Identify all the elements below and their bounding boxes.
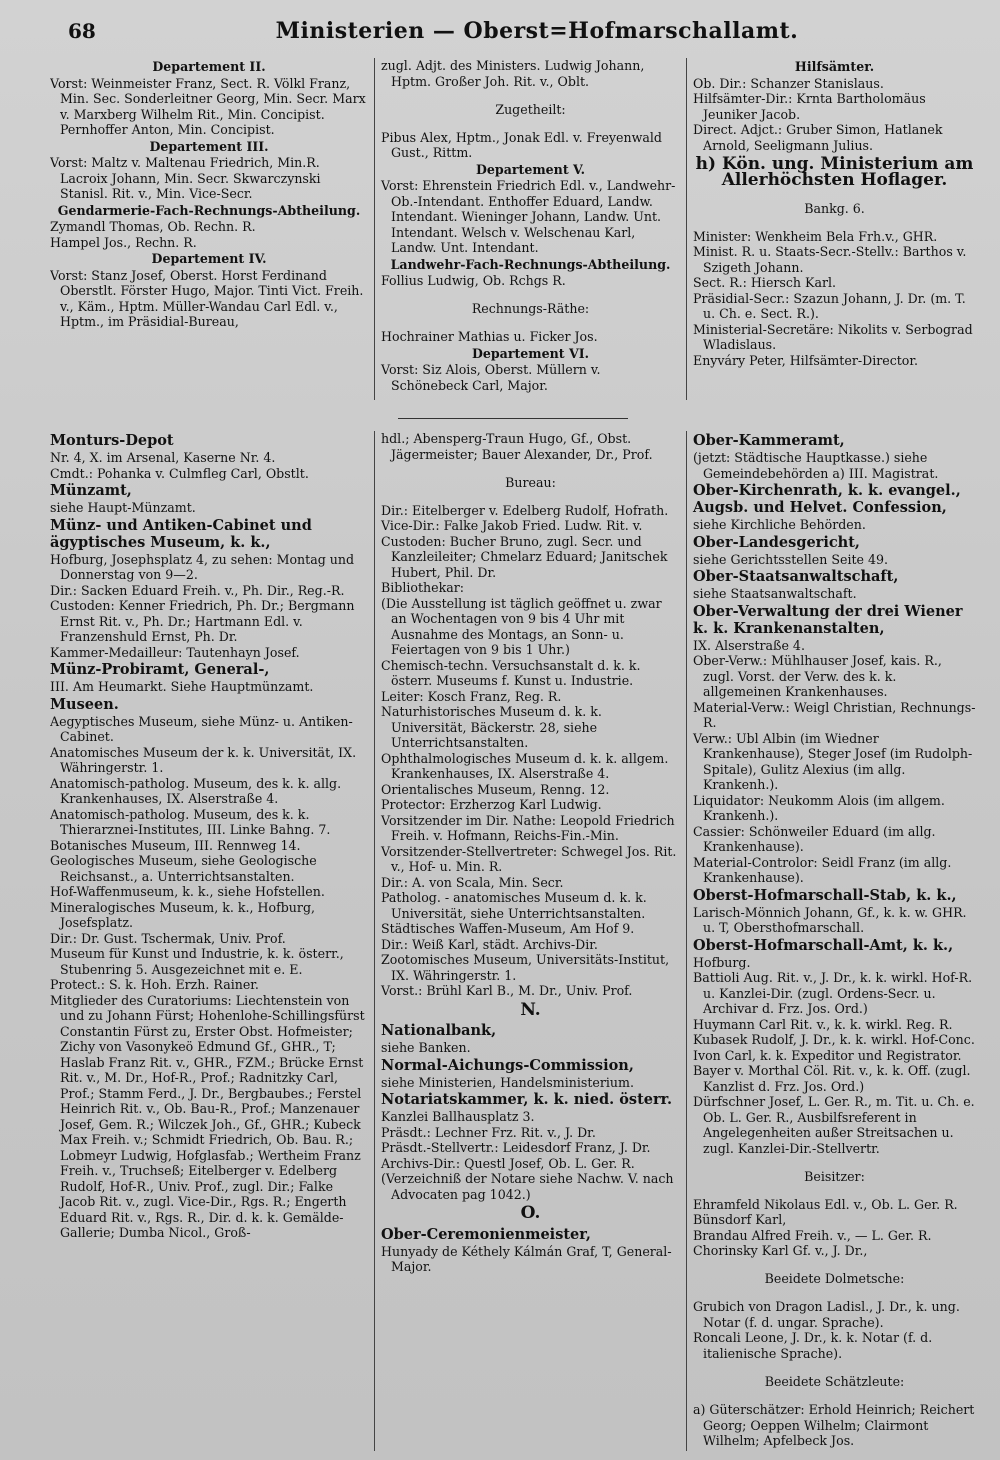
bottom-column-2 xyxy=(375,431,687,1451)
text-entry: Kammer-Medailleur: Tautenhayn Josef. xyxy=(50,644,300,660)
entry-heading: Oberst-Hofmarschall-Amt, k. k., xyxy=(693,936,954,954)
entry-heading: Museen. xyxy=(50,695,119,713)
text-entry: Nr. 4, X. im Arsenal, Kaserne Nr. 4. xyxy=(50,450,276,465)
text-entry: Protector: Erzherzog Karl Ludwig. xyxy=(381,797,602,813)
running-title: Ministerien — Oberst=Hofmarschallamt. xyxy=(275,18,799,44)
text-entry: siehe Ministerien, Handelsministerium. xyxy=(381,1074,634,1090)
text-entry: Patholog. - anatomisches Museum d. k. k. Universität, siehe Unterrichtsanstalten. xyxy=(381,890,647,921)
text-entry: Vorsitzender im Dir. Nathe: Leopold Friedrich Freih. v. Hofmann, Reichs-Fin.-Min. xyxy=(381,812,675,844)
section-heading: Hilfsämter. xyxy=(794,59,875,74)
text-entry: Bibliothekar: xyxy=(381,580,465,596)
text-entry: Vorst.: Brühl Karl B., M. Dr., Univ. Prof. xyxy=(381,983,633,999)
text-entry: Enyváry Peter, Hilfsämter-Director. xyxy=(693,352,919,368)
centered-label: Bankg. 6. xyxy=(804,200,865,216)
text-entry: Custoden: Kenner Friedrich, Ph. Dr.; Bergmann Ernst Rit. v., Ph. Dr.; Hartmann Edl. v. Franzenshuld Ernst, Ph. Dr. xyxy=(50,598,355,644)
text-entry: III. Am Heumarkt. Siehe Hauptmünzamt. xyxy=(50,679,314,694)
text-entry: Vorst: Maltz v. Maltenau Friedrich, Min.R. Lacroix Johann, Min. Secr. Skwarczynski Stanisl. Rit. v., Min. Vice-Secr. xyxy=(50,155,321,201)
centered-label: Beisitzer: xyxy=(804,1168,865,1184)
text-entry: Vorst: Stanz Josef, Oberst. Horst Ferdinand Oberstlt. Förster Hugo, Major. Tinti Vict. Freih. v., Käm., Hptm. Müller-Wandau Carl Edl. v., Hptm., im Präsidial-Bureau, xyxy=(50,267,364,329)
text-entry: Dir.: Sacken Eduard Freih. v., Ph. Dir., Reg.-R. xyxy=(50,582,345,598)
bottom-section xyxy=(50,431,976,1451)
text-entry: Städtisches Waffen-Museum, Am Hof 9. xyxy=(381,921,635,937)
text-entry: Zymandl Thomas, Ob. Rechn. R. xyxy=(50,219,256,234)
text-entry: Anatomisch-patholog. Museum, des k. k. Thierarznei-Institutes, III. Linke Bahng. 7. xyxy=(50,806,331,837)
text-entry: Material-Verw.: Weigl Christian, Rechnungs-R. xyxy=(693,699,976,730)
text-entry: Huymann Carl Rit. v., k. k. wirkl. Reg. R. xyxy=(693,1016,953,1032)
text-entry: Ministerial-Secretäre: Nikolits v. Serbograd Wladislaus. xyxy=(693,321,973,353)
centered-label: Beeidete Dolmetsche: xyxy=(764,1271,905,1287)
text-entry: Bünsdorf Karl, xyxy=(693,1212,787,1228)
entry-heading: Normal-Aichungs-Commission, xyxy=(381,1056,634,1074)
text-entry: Anatomisches Museum der k. k. Universität, IX. Währingerstr. 1. xyxy=(50,744,357,775)
text-entry: Aegyptisches Museum, siehe Münz- u. Antiken-Cabinet. xyxy=(50,713,353,744)
text-entry: Cassier: Schönweiler Eduard (im allg. Krankenhause). xyxy=(693,823,936,854)
text-entry: (Die Ausstellung ist täglich geöffnet u. zwar an Wochentagen von 9 bis 4 Uhr mit Ausnahme des Montags, an Sonn- u. Feiertagen von 9 bis 1 Uhr.) xyxy=(381,595,662,658)
text-entry: Präsdt.-Stellvertr.: Leidesdorf Franz, J. Dr. xyxy=(381,1140,651,1156)
text-entry: siehe Banken. xyxy=(381,1040,471,1056)
text-entry: siehe Gerichtsstellen Seite 49. xyxy=(693,551,889,567)
text-entry: Direct. Adjct.: Gruber Simon, Hatlanek Arnold, Seeligmann Julius. xyxy=(693,122,943,153)
text-entry: Mitglieder des Curatoriums: Liechtenstein von und zu Johann Fürst; Hohenlohe-Schillingsfürst Constantin Fürst zu, Erster Obst. Hofmeister; Zichy von Vasonykeö Edmund Gf., GHR., T; Haslab Franz Rit. v., GHR., FZM.; Brücke Ernst Rit. v., M. Dr., Hof-R., Prof.; Radnitzky Carl, Prof.; Stamm Ferd., J. Dr., Bergbaubes.; Ferstel Heinrich Rit. v., Ob. Bau-R., Prof.; Manzenauer Josef, Gem. R.; Wilczek Joh., Gf., GHR.; Kubeck Max Freih. v.; Schmidt Friedrich, Ob. Bau. R.; Lobmeyr Ludwig, Hofglasfab.; Wertheim Franz Freih. v., Truchseß; Eitelberger v. Edelberg Rudolf, Hof-R., Univ. Prof., zugl. Dir.; Falke Jacob Rit. v., zugl. Vice-Dir., Rgs. R.; Engerth Eduard Rit. v., Rgs. R., Dir. d. k. k. Gemälde-Gallerie; Dumba Nicol., Groß- xyxy=(50,992,365,1240)
text-entry: Protect.: S. k. Hoh. Erzh. Rainer. xyxy=(50,977,259,992)
text-entry: Chemisch-techn. Versuchsanstalt d. k. k. österr. Museums f. Kunst u. Industrie. xyxy=(381,657,641,689)
text-entry: Ivon Carl, k. k. Expeditor und Registrator. xyxy=(693,1047,962,1063)
text-entry: Leiter: Kosch Franz, Reg. R. xyxy=(381,688,562,704)
text-entry: Minister: Wenkheim Bela Frh.v., GHR. xyxy=(693,228,938,244)
text-entry: Roncali Leone, J. Dr., k. k. Notar (f. d. italienische Sprache). xyxy=(693,1330,933,1361)
entry-heading: Ober-Kirchenrath, k. k. evangel., Augsb. und Helvet. Confession, xyxy=(693,482,961,516)
text-entry: Material-Controlor: Seidl Franz (im allg. Krankenhause). xyxy=(693,854,952,885)
entry-heading: Münzamt, xyxy=(50,482,132,499)
entry-heading: Münz- und Antiken-Cabinet und ägyptisches Museum, k. k., xyxy=(50,516,312,551)
text-entry: Ophthalmologisches Museum d. k. k. allgem. Krankenhauses, IX. Alserstraße 4. xyxy=(381,750,669,782)
section-heading: Departement II. xyxy=(152,59,266,74)
text-entry: Präsidial-Secr.: Szazun Johann, J. Dr. (m. T. u. Ch. e. Sect. R.). xyxy=(693,290,966,322)
text-entry: Cmdt.: Pohanka v. Culmfleg Carl, Obstlt. xyxy=(50,465,309,481)
section-heading: Departement III. xyxy=(149,138,269,154)
entry-heading: Nationalbank, xyxy=(381,1022,497,1040)
bottom-column-3 xyxy=(687,431,976,1451)
text-entry: Kanzlei Ballhausplatz 3. xyxy=(381,1109,535,1125)
section-heading: Departement V. xyxy=(475,161,585,177)
section-heading: Departement VI. xyxy=(471,345,590,361)
text-entry: Brandau Alfred Freih. v., — L. Ger. R. xyxy=(693,1227,932,1243)
text-entry: Hof-Waffenmuseum, k. k., siehe Hofstellen. xyxy=(50,884,325,899)
text-entry: siehe Kirchliche Behörden. xyxy=(693,517,866,532)
text-entry: zugl. Adjt. des Ministers. Ludwig Johann, Hptm. Großer Joh. Rit. v., Oblt. xyxy=(381,58,645,89)
entry-heading: Ober-Kammeramt, xyxy=(693,432,845,449)
text-entry: Dürfschner Josef, L. Ger. R., m. Tit. u. Ch. e. Ob. L. Ger. R., Ausbilfsreferent in Angelegenheiten außer Streitsachen u. zugl. Kanzlei-Dir.-Stellvertr. xyxy=(693,1094,975,1156)
entry-heading: Monturs-Depot xyxy=(50,432,174,449)
text-entry: Larisch-Mönnich Johann, Gf., k. k. w. GHR. u. T, Obersthofmarschall. xyxy=(693,904,967,935)
text-entry: Präsdt.: Lechner Frz. Rit. v., J. Dr. xyxy=(381,1124,596,1140)
text-entry: siehe Staatsanwaltschaft. xyxy=(693,586,857,601)
text-entry: Hofburg, Josephsplatz 4, zu sehen: Montag und Donnerstag von 9—2. xyxy=(50,551,355,582)
bottom-column-1 xyxy=(50,431,375,1451)
entry-heading: Ober-Landesgericht, xyxy=(693,533,860,551)
text-entry: Ob. Dir.: Schanzer Stanislaus. xyxy=(693,75,884,91)
text-entry: Bayer v. Morthal Cöl. Rit. v., k. k. Off. (zugl. Kanzlist d. Frz. Jos. Ord.) xyxy=(693,1063,971,1094)
page-number: 68 xyxy=(68,19,96,43)
text-entry: Liquidator: Neukomm Alois (im allgem. Krankenh.). xyxy=(693,792,945,823)
entry-heading: Münz-Probiramt, General-, xyxy=(50,661,270,678)
top-column-3 xyxy=(687,58,976,400)
centered-label: Zugetheilt: xyxy=(495,101,566,117)
large-heading: O. xyxy=(520,1203,541,1224)
text-entry: Vorst: Siz Alois, Oberst. Müllern v. Schönebeck Carl, Major. xyxy=(381,362,601,393)
text-entry: Pibus Alex, Hptm., Jonak Edl. v. Freyenwald Gust., Rittm. xyxy=(381,129,662,161)
text-entry: Custoden: Bucher Bruno, zugl. Secr. und Kanzleileiter; Chmelarz Eduard; Janitschek Hubert, Phil. Dr. xyxy=(381,533,668,580)
text-entry: Ober-Verw.: Mühlhauser Josef, kais. R., zugl. Vorst. der Verw. des k. k. allgemeinen Krankenhauses. xyxy=(693,653,942,699)
text-entry: Zootomisches Museum, Universitäts-Institut, IX. Währingerstr. 1. xyxy=(381,952,670,983)
text-entry: Verw.: Ubl Albin (im Wiedner Krankenhause), Steger Josef (im Rudolph-Spitale), Gulitz Alexius (im allg. Krankenh.). xyxy=(693,730,973,792)
text-entry: Naturhistorisches Museum d. k. k. Universität, Bäckerstr. 28, siehe Unterrichtsanstalten. xyxy=(381,704,602,751)
section-heading: Departement IV. xyxy=(151,251,267,266)
text-entry: a) Güterschätzer: Erhold Heinrich; Reichert Georg; Oeppen Wilhelm; Clairmont Wilhelm; Apfelbeck Jos. xyxy=(693,1402,975,1449)
text-entry: Battioli Aug. Rit. v., J. Dr., k. k. wirkl. Hof-R. u. Kanzlei-Dir. (zugl. Ordens-Secr. u. Archivar d. Frz. Jos. Ord.) xyxy=(693,970,973,1016)
text-entry: Grubich von Dragon Ladisl., J. Dr., k. ung. Notar (f. d. ungar. Sprache). xyxy=(693,1299,960,1330)
section-heading: Landwehr-Fach-Rechnungs-Abtheilung. xyxy=(390,256,671,272)
text-entry: Dir.: Weiß Karl, städt. Archivs-Dir. xyxy=(381,936,598,952)
text-entry: Museum für Kunst und Industrie, k. k. österr., Stubenring 5. Ausgezeichnet mit e. E. xyxy=(50,946,344,977)
text-entry: hdl.; Abensperg-Traun Hugo, Gf., Obst. Jägermeister; Bauer Alexander, Dr., Prof. xyxy=(381,431,653,462)
text-entry: Dir.: A. von Scala, Min. Secr. xyxy=(381,874,564,890)
text-entry: Vorsitzender-Stellvertreter: Schwegel Jos. Rit. v., Hof- u. Min. R. xyxy=(381,843,677,875)
text-entry: Archivs-Dir.: Questl Josef, Ob. L. Ger. R. xyxy=(381,1155,635,1171)
text-entry: Ehramfeld Nikolaus Edl. v., Ob. L. Ger. R. xyxy=(693,1196,958,1212)
text-entry: IX. Alserstraße 4. xyxy=(693,637,805,653)
text-entry: Hochrainer Mathias u. Ficker Jos. xyxy=(381,329,598,345)
entry-heading: Notariatskammer, k. k. nied. österr. xyxy=(381,1091,673,1109)
section-divider xyxy=(398,418,628,419)
entry-heading: Ober-Staatsanwaltschaft, xyxy=(693,568,899,585)
text-entry: Dir.: Eitelberger v. Edelberg Rudolf, Hofrath. xyxy=(381,502,669,518)
text-entry: Chorinsky Karl Gf. v., J. Dr., xyxy=(693,1243,868,1259)
top-section xyxy=(50,58,976,400)
text-entry: (jetzt: Städtische Hauptkasse.) siehe Gemeindebehörden a) III. Magistrat. xyxy=(693,450,939,481)
text-entry: Vorst: Ehrenstein Friedrich Edl. v., Landwehr-Ob.-Intendant. Enthoffer Eduard, Landw. Intendant. Wieninger Johann, Landw. Unt. Intendant. Welsch v. Welschenau Karl, Landw. Unt. Intendant. xyxy=(381,178,676,256)
text-entry: Minist. R. u. Staats-Secr.-Stellv.: Barthos v. Szigeth Johann. xyxy=(693,244,967,275)
text-entry: Hampel Jos., Rechn. R. xyxy=(50,234,197,250)
section-heading: Gendarmerie-Fach-Rechnungs-Abtheilung. xyxy=(57,202,361,218)
entry-heading: Oberst-Hofmarschall-Stab, k. k., xyxy=(693,886,957,904)
text-entry: Anatomisch-patholog. Museum, des k. k. allg. Krankenhauses, IX. Alserstraße 4. xyxy=(50,775,342,806)
text-entry: Botanisches Museum, III. Rennweg 14. xyxy=(50,837,301,853)
top-column-2 xyxy=(375,58,687,400)
text-entry: Kubasek Rudolf, J. Dr., k. k. wirkl. Hof-Conc. xyxy=(693,1032,975,1047)
entry-heading: Ober-Verwaltung der drei Wiener k. k. Krankenanstalten, xyxy=(693,602,963,637)
text-entry: Sect. R.: Hiersch Karl. xyxy=(693,275,837,291)
page-header xyxy=(50,18,976,58)
text-entry: siehe Haupt-Münzamt. xyxy=(50,500,196,515)
text-entry: Geologisches Museum, siehe Geologische Reichsanst., a. Unterrichtsanstalten. xyxy=(50,853,317,884)
text-entry: Vorst: Weinmeister Franz, Sect. R. Völkl Franz, Min. Sec. Sonderleitner Georg, Min. Secr. Marx v. Marxberg Wilhelm Rit., Min. Concipist. Pernhoffer Anton, Min. Concipist. xyxy=(50,75,366,137)
text-entry: (Verzeichniß der Notare siehe Nachw. V. nach Advocaten pag 1042.) xyxy=(381,1171,674,1202)
text-entry: Hilfsämter-Dir.: Krnta Bartholomäus Jeuniker Jacob. xyxy=(693,91,926,122)
centered-label: Bureau: xyxy=(505,474,556,490)
text-entry: Mineralogisches Museum, k. k., Hofburg, Josefsplatz. xyxy=(50,899,316,930)
large-heading: h) Kön. ung. Ministerium am Allerhöchsten Hoflager. xyxy=(695,154,974,190)
text-entry: Orientalisches Museum, Renng. 12. xyxy=(381,781,610,797)
text-entry: Hunyady de Kéthely Kálmán Graf, T, General-Major. xyxy=(381,1243,672,1275)
centered-label: Rechnungs-Räthe: xyxy=(471,301,590,317)
text-entry: Follius Ludwig, Ob. Rchgs R. xyxy=(381,273,566,289)
text-entry: Dir.: Dr. Gust. Tschermak, Univ. Prof. xyxy=(50,930,286,946)
text-entry: Vice-Dir.: Falke Jakob Fried. Ludw. Rit. v. xyxy=(381,518,643,534)
centered-label: Beeidete Schätzleute: xyxy=(764,1373,905,1389)
entry-heading: Ober-Ceremonienmeister, xyxy=(381,1225,591,1243)
top-column-1 xyxy=(50,58,375,400)
text-entry: Hofburg. xyxy=(693,954,751,970)
large-heading: N. xyxy=(520,999,541,1020)
